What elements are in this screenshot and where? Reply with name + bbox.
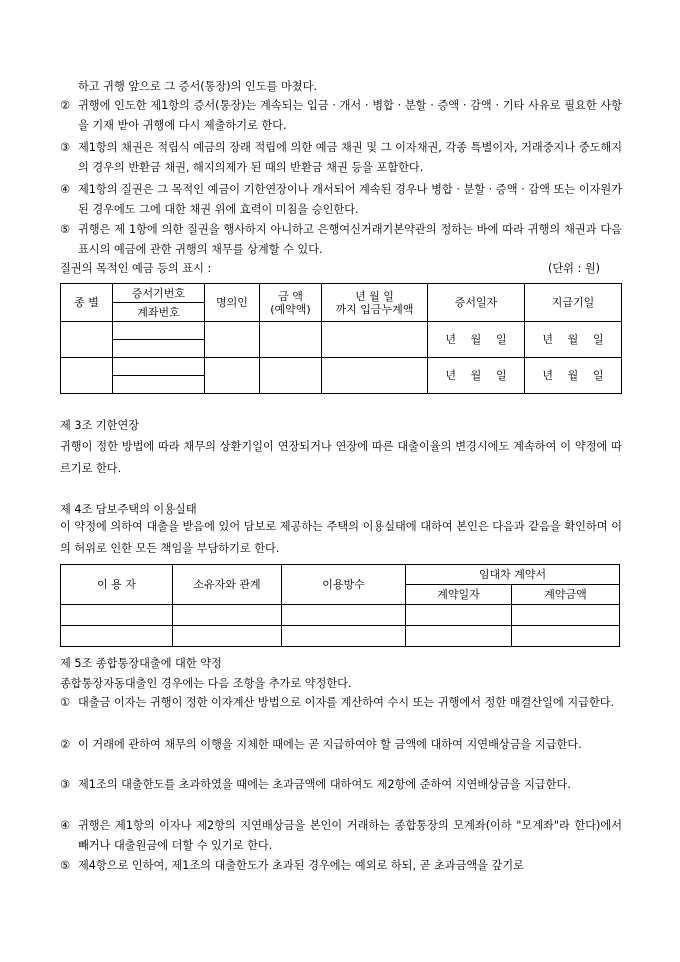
col-holder-header: 명의인 <box>205 284 260 322</box>
table-cell <box>512 626 620 647</box>
cert-date-cell: 년 월 일 <box>428 358 525 394</box>
art3-title: 제 3조 기한연장 <box>60 419 140 432</box>
col-cert-date-header: 증서일자 <box>428 284 525 322</box>
col-contract-date-header: 계약일자 <box>406 585 512 605</box>
table-cell <box>113 358 205 376</box>
housing-use-table <box>60 564 620 647</box>
table-cell <box>113 340 205 358</box>
art5-item-3: ③ 제1조의 대출한도를 초과하였을 때에는 초과금액에 대하여도 제2항에 준하여 지연배상금을 지급한다. <box>60 778 571 791</box>
table-cell <box>282 626 406 647</box>
unit-label: (단위 : 원) <box>548 262 601 275</box>
art5-item-4: ④ 귀행은 제1항의 이자나 제2항의 지연배상금을 본인이 거래하는 종합통장의 모계좌(이하 "모계좌"라 한다)에서 빼거나 대출원금에 더할 수 있기로 한다. <box>60 819 622 852</box>
col-lease-header: 임대차 계약서 <box>406 565 620 585</box>
cert-date-cell: 년 월 일 <box>428 322 525 358</box>
table-cell <box>512 605 620 626</box>
table-cell <box>406 605 512 626</box>
table-cell <box>406 626 512 647</box>
table-cell <box>61 626 173 647</box>
col-contract-amount-header: 계약금액 <box>512 585 620 605</box>
art4-body: 이 약정에 의하여 대출을 받음에 있어 담보로 제공하는 주택의 이용실태에 대하여 본인은 다음과 같음을 확인하며 이의 허위로 인한 모든 책임을 부담하기로 한다. <box>60 520 622 555</box>
art4-title: 제 4조 담보주택의 이용실태 <box>60 503 197 516</box>
table-cell <box>61 358 113 394</box>
art5-item-5: ⑤ 제4항으로 인하여, 제1조의 대출한도가 초과된 경우에는 예외로 하되, 곧 초과금액을 갚기로 <box>60 859 524 872</box>
col-owner-relation-header: 소유자와 관계 <box>173 565 282 605</box>
art2-continuation: 하고 귀행 앞으로 그 증서(통장)의 인도를 마쳤다. <box>78 80 317 93</box>
art2-item-5: ⑤ 귀행은 제 1항에 의한 질권을 행사하지 아니하고 은행여신거래기본약관의 정하는 바에 따라 귀행의 채권과 다음 표시의 예금에 관한 귀행의 채무를 상계할 수 있다. <box>60 223 622 256</box>
due-date-cell: 년 월 일 <box>525 322 622 358</box>
deposit-table-caption: 질권의 목적인 예금 등의 표시 : <box>60 262 212 275</box>
table-cell <box>322 322 428 358</box>
table-cell <box>260 358 322 394</box>
art5-title: 제 5조 종합통장대출에 대한 약정 <box>60 657 222 670</box>
col-due-date-header: 지급기일 <box>525 284 622 322</box>
art2-item-2: ② 귀행에 인도한 제1항의 증서(통장)는 계속되는 입금 · 개서 · 병합 · 분할 · 증액 · 감액 · 기타 사유로 필요한 사항을 기재 받아 귀행에 다시 제출하기로 한다. <box>60 99 622 132</box>
table-cell <box>61 605 173 626</box>
table-cell <box>173 605 282 626</box>
col-user-header: 이 용 자 <box>61 565 173 605</box>
col-use-method-header: 이용방수 <box>282 565 406 605</box>
table-cell <box>173 626 282 647</box>
art5-item-2: ② 이 거래에 관하여 채무의 이행을 지체한 때에는 곧 지급하여야 할 금액에 대하여 지연배상금을 지급한다. <box>60 738 582 751</box>
table-cell <box>113 322 205 340</box>
table-cell <box>205 322 260 358</box>
table-cell <box>282 605 406 626</box>
col-type-header: 종 별 <box>61 284 113 322</box>
table-cell <box>113 376 205 394</box>
art2-item-3: ③ 제1항의 채권은 적립식 예금의 장래 적립에 의한 예금 채권 및 그 이자채권, 각종 특별이자, 거래중지나 중도해지의 경우의 반환금 채권, 해지의제가 된 때의 반환금 채권 등을 포함한다. <box>60 141 622 174</box>
due-date-cell: 년 월 일 <box>525 358 622 394</box>
table-cell <box>205 358 260 394</box>
table-cell <box>61 322 113 358</box>
art5-intro: 종합통장자동대출인 경우에는 다음 조항을 추가로 약정한다. <box>60 677 352 690</box>
table-cell <box>260 322 322 358</box>
col-account-no-header: 계좌번호 <box>113 303 205 322</box>
art2-item-4: ④ 제1항의 질권은 그 목적인 예금이 기한연장이나 개서되어 계속된 경우나 병합 · 분할 · 증액 · 감액 또는 이자원가된 경우에도 그에 대한 채권 위에 효력이 미침을 승인한다. <box>60 183 622 216</box>
table-cell <box>322 358 428 394</box>
col-cert-no-header: 증서기번호 <box>113 284 205 303</box>
deposit-table <box>60 283 622 394</box>
art3-body: 귀행이 정한 방법에 따라 채무의 상환기일이 연장되거나 연장에 따른 대출이율의 변경시에도 계속하여 이 약정에 따르기로 한다. <box>60 440 622 475</box>
col-cumulative-header: 년 월 일 까지 입금누계액 <box>322 284 428 322</box>
col-amount-header: 금 액 (예약액) <box>260 284 322 322</box>
art5-item-1: ① 대출금 이자는 귀행이 정한 이자계산 방법으로 이자를 계산하여 수시 또는 귀행에서 정한 매결산일에 지급한다. <box>60 696 615 709</box>
